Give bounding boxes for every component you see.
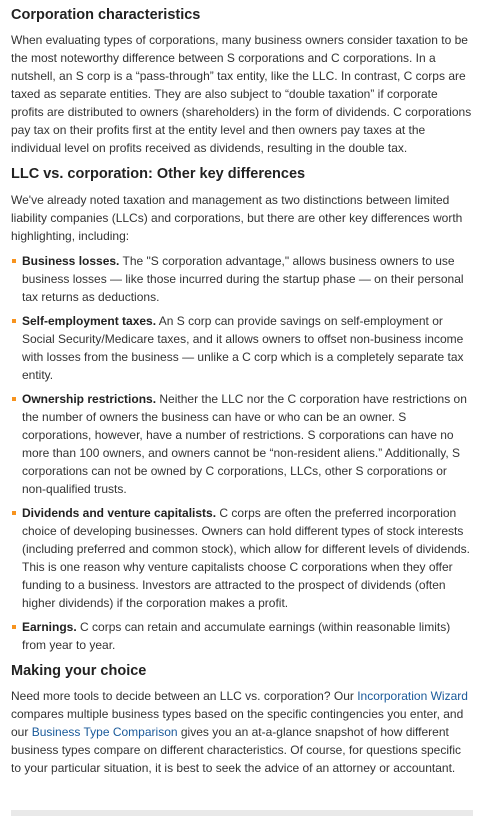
article-content [11, 6, 473, 777]
list-item-ownership-restrictions [11, 390, 473, 498]
paragraph-text: Need more tools to decide between an LLC vs. corporation? Our [11, 689, 358, 703]
list-item-self-employment-taxes [11, 312, 473, 384]
list-item-text: The "S corporation advantage," allows business owners to use business losses — like those incurred during the startup phase — on their personal tax returns as deductions. [22, 254, 464, 304]
bullet-icon [12, 397, 16, 401]
business-type-comparison-link[interactable]: Business Type Comparison [31, 725, 178, 739]
bullet-icon [12, 511, 16, 515]
section-paragraph-making-your-choice [11, 687, 473, 777]
incorporation-wizard-link[interactable]: Incorporation Wizard [357, 689, 468, 703]
list-item-term: Dividends and venture capitalists. [22, 506, 217, 520]
section-heading-making-your-choice: Making your choice [11, 663, 147, 679]
list-item-text: C corps are often the preferred incorporation choice of developing businesses. Owners can hold different types of stock interests (including preferred and common stock), which allow for different levels of dividends. This is one reason why venture capitalists choose C corporations when they offer funding to a business. Investors are attracted to the prospect of dividends (often higher dividends) if the corporation makes a profit. [22, 506, 470, 610]
key-differences-list [11, 252, 473, 654]
list-item-business-losses [11, 252, 473, 306]
list-item-term: Earnings. [22, 620, 77, 634]
bullet-icon [12, 259, 16, 263]
section-heading-key-differences: LLC vs. corporation: Other key differences [11, 166, 306, 182]
bottom-divider [11, 810, 473, 816]
paragraph-text: gives you an at-a-glance snapshot of how different business types compare on different characteristics. Of course, for questions specific to your particular situation, it is best to seek the advice of an attorney or accountant. [11, 725, 461, 775]
section-intro-key-differences: We've already noted taxation and management as two distinctions between limited liability companies (LLCs) and corporations, but there are other key differences worth highlighting, including: [11, 193, 463, 243]
section-heading-corporation-characteristics: Corporation characteristics [11, 7, 201, 23]
list-item-term: Ownership restrictions. [22, 392, 157, 406]
list-item-term: Business losses. [22, 254, 120, 268]
list-item-text: An S corp can provide savings on self-employment or Social Security/Medicare taxes, and it allows owners to offset non-business income with losses from the business — unlike a C corp which is a completely separate tax entity. [22, 314, 464, 382]
list-item-text: C corps can retain and accumulate earnings (within reasonable limits) from year to year. [22, 620, 451, 652]
list-item-earnings [11, 618, 473, 654]
list-item-text: Neither the LLC nor the C corporation have restrictions on the number of owners the business can have or who can be an owner. S corporations, however, have a number of restrictions. S corporations can have no more than 100 owners, and owners cannot be “non-resident aliens.” Additionally, S corporations can not be owned by C corporations, LLCs, other S corporations or non-qualified trusts. [22, 392, 467, 496]
bullet-icon [12, 319, 16, 323]
list-item-dividends-venture-capitalists [11, 504, 473, 612]
list-item-term: Self-employment taxes. [22, 314, 157, 328]
paragraph-text: compares multiple business types based on the specific contingencies you enter, and our [11, 707, 464, 739]
bullet-icon [12, 625, 16, 629]
section-paragraph-corporation-characteristics: When evaluating types of corporations, many business owners consider taxation to be the most noteworthy difference between S corporations and C corporations. In a nutshell, an S corp is a “pass-through” tax entity, like the LLC. In contrast, C corps are taxed as separate entities. They are also subject to “double taxation” if corporate profits are distributed to owners (shareholders) in the form of dividends. C corporations pay tax on their profits first at the entity level and then owners pay taxes at the individual level on profits received as dividends, resulting in the double tax. [11, 33, 472, 155]
